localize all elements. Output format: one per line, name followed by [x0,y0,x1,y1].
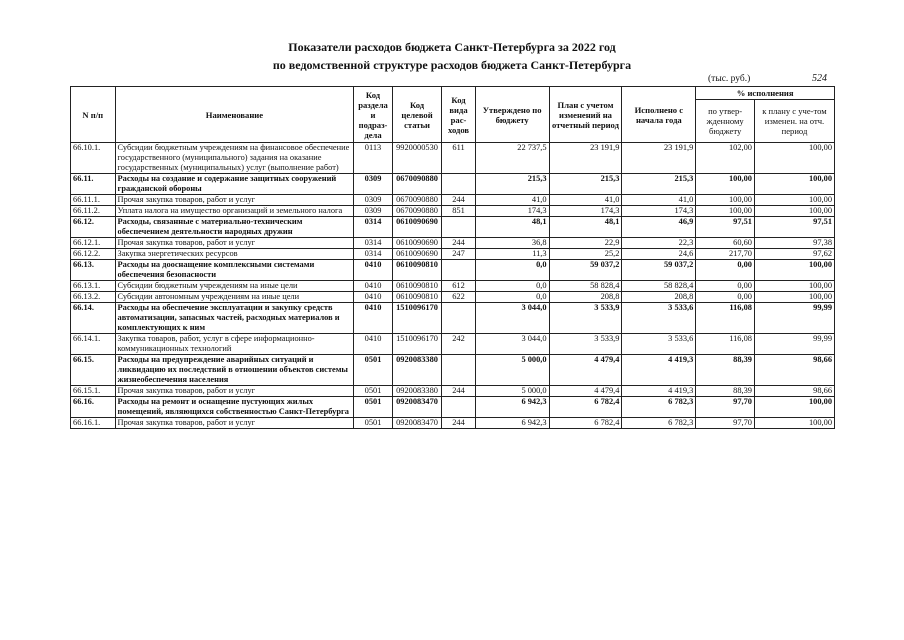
cell-plan: 23 191,9 [549,143,622,174]
cell-done: 24,6 [622,249,696,260]
cell-celevoy: 9920000530 [392,143,442,174]
cell-num: 66.10.1. [71,143,116,174]
cell-plan: 174,3 [549,206,622,217]
cell-razdel: 0410 [354,334,392,355]
cell-name: Закупка товаров, работ, услуг в сфере информационно-коммуникационных технологий [115,334,354,355]
cell-razdel: 0314 [354,217,392,238]
cell-approved: 3 044,0 [475,303,549,334]
header-vid: Код вида рас-ходов [442,87,475,143]
cell-pct-budget: 102,00 [696,143,755,174]
cell-plan: 6 782,4 [549,418,622,429]
cell-razdel: 0501 [354,355,392,386]
cell-done: 22,3 [622,238,696,249]
page-number: 524 [812,73,827,84]
cell-name: Прочая закупка товаров, работ и услуг [115,195,354,206]
cell-celevoy: 1510096170 [392,334,442,355]
cell-razdel: 0314 [354,249,392,260]
cell-done: 23 191,9 [622,143,696,174]
cell-pct-budget: 97,70 [696,397,755,418]
cell-done: 3 533,6 [622,334,696,355]
cell-vid: 244 [442,386,475,397]
cell-vid [442,174,475,195]
cell-name: Расходы на ремонт и оснащение пустующих жилых помещений, являющихся собственностью Санкт-Петербурга [115,397,354,418]
cell-done: 6 782,3 [622,418,696,429]
cell-celevoy: 0920083380 [392,386,442,397]
cell-name: Расходы, связанные с материально-техническим обеспечением деятельности народных дружин [115,217,354,238]
cell-celevoy: 0610090690 [392,238,442,249]
table-row [71,292,835,303]
cell-approved: 36,8 [475,238,549,249]
cell-pct-budget: 116,08 [696,303,755,334]
cell-pct-budget: 60,60 [696,238,755,249]
cell-done: 6 782,3 [622,397,696,418]
cell-pct-plan: 100,00 [754,281,834,292]
cell-plan: 3 533,9 [549,334,622,355]
cell-vid: 612 [442,281,475,292]
cell-done: 4 419,3 [622,386,696,397]
cell-celevoy: 0920083470 [392,418,442,429]
cell-plan: 58 828,4 [549,281,622,292]
cell-razdel: 0309 [354,174,392,195]
cell-plan: 208,8 [549,292,622,303]
cell-num: 66.15. [71,355,116,386]
cell-vid [442,217,475,238]
cell-num: 66.12. [71,217,116,238]
report-title: Показатели расходов бюджета Санкт-Петербурга за 2022 год [288,40,616,54]
cell-num: 66.16. [71,397,116,418]
cell-done: 41,0 [622,195,696,206]
cell-razdel: 0501 [354,397,392,418]
cell-pct-plan: 98,66 [754,355,834,386]
cell-celevoy: 0920083380 [392,355,442,386]
cell-approved: 0,0 [475,260,549,281]
table-row [71,217,835,238]
cell-pct-budget: 100,00 [696,174,755,195]
cell-razdel: 0113 [354,143,392,174]
cell-pct-budget: 217,70 [696,249,755,260]
cell-vid: 622 [442,292,475,303]
cell-pct-plan: 100,00 [754,206,834,217]
cell-pct-budget: 0,00 [696,292,755,303]
cell-pct-plan: 100,00 [754,397,834,418]
cell-plan: 22,9 [549,238,622,249]
cell-plan: 41,0 [549,195,622,206]
cell-pct-plan: 97,62 [754,249,834,260]
cell-vid [442,355,475,386]
cell-num: 66.11. [71,174,116,195]
table-row [71,397,835,418]
header-razdel: Код раздела и подраз-дела [354,87,392,143]
cell-razdel: 0501 [354,418,392,429]
cell-vid [442,260,475,281]
cell-pct-plan: 99,99 [754,334,834,355]
cell-pct-plan: 100,00 [754,174,834,195]
header-pct: % исполнения [696,87,835,100]
cell-name: Прочая закупка товаров, работ и услуг [115,418,354,429]
cell-num: 66.14. [71,303,116,334]
cell-vid: 244 [442,418,475,429]
cell-pct-plan: 100,00 [754,260,834,281]
cell-vid: 611 [442,143,475,174]
table-row [71,174,835,195]
cell-name: Субсидии автономным учреждениям на иные цели [115,292,354,303]
cell-num: 66.13.2. [71,292,116,303]
cell-celevoy: 0610090810 [392,260,442,281]
cell-approved: 41,0 [475,195,549,206]
table-row [71,418,835,429]
cell-num: 66.14.1. [71,334,116,355]
cell-razdel: 0410 [354,281,392,292]
cell-num: 66.11.1. [71,195,116,206]
table-row [71,334,835,355]
cell-vid: 851 [442,206,475,217]
cell-pct-plan: 100,00 [754,292,834,303]
cell-plan: 215,3 [549,174,622,195]
cell-approved: 6 942,3 [475,418,549,429]
cell-num: 66.15.1. [71,386,116,397]
cell-pct-plan: 100,00 [754,195,834,206]
cell-celevoy: 1510096170 [392,303,442,334]
cell-approved: 5 000,0 [475,386,549,397]
cell-pct-budget: 88,39 [696,355,755,386]
cell-celevoy: 0610090810 [392,281,442,292]
cell-num: 66.11.2. [71,206,116,217]
cell-approved: 174,3 [475,206,549,217]
table-body [71,143,835,429]
cell-pct-plan: 100,00 [754,143,834,174]
cell-celevoy: 0610090690 [392,249,442,260]
cell-name: Субсидии бюджетным учреждениям на иные цели [115,281,354,292]
cell-approved: 5 000,0 [475,355,549,386]
cell-name: Прочая закупка товаров, работ и услуг [115,386,354,397]
header-num: N п/п [71,87,116,143]
header-celevoy: Код целевой статьи [392,87,442,143]
report-subtitle: по ведомственной структуре расходов бюджета Санкт-Петербурга [272,58,632,72]
table-row [71,355,835,386]
table-row [71,260,835,281]
cell-num: 66.12.1. [71,238,116,249]
cell-vid: 244 [442,195,475,206]
cell-approved: 6 942,3 [475,397,549,418]
cell-approved: 3 044,0 [475,334,549,355]
cell-plan: 3 533,9 [549,303,622,334]
cell-approved: 0,0 [475,292,549,303]
cell-razdel: 0410 [354,303,392,334]
header-done: Исполнено с начала года [622,87,696,143]
cell-pct-budget: 116,08 [696,334,755,355]
cell-approved: 22 737,5 [475,143,549,174]
cell-plan: 6 782,4 [549,397,622,418]
cell-done: 174,3 [622,206,696,217]
cell-name: Прочая закупка товаров, работ и услуг [115,238,354,249]
cell-pct-plan: 100,00 [754,418,834,429]
cell-vid: 244 [442,238,475,249]
cell-razdel: 0410 [354,260,392,281]
cell-celevoy: 0920083470 [392,397,442,418]
cell-plan: 25,2 [549,249,622,260]
cell-done: 46,9 [622,217,696,238]
header-plan: План с учетом изменений на отчетный период [549,87,622,143]
cell-name: Уплата налога на имущество организаций и земельного налога [115,206,354,217]
cell-plan: 4 479,4 [549,386,622,397]
cell-done: 208,8 [622,292,696,303]
cell-name: Расходы на предупреждение аварийных ситуаций и ликвидацию их последствий в отношении объектов системы жизнеобеспечения населения [115,355,354,386]
cell-done: 215,3 [622,174,696,195]
cell-name: Закупка энергетических ресурсов [115,249,354,260]
cell-celevoy: 0610090810 [392,292,442,303]
cell-name: Расходы на обеспечение эксплуатации и закупку средств автоматизации, запасных частей, расходных материалов и комплектующих к ним [115,303,354,334]
table-row [71,238,835,249]
table-row [71,143,835,174]
cell-pct-plan: 97,51 [754,217,834,238]
cell-celevoy: 0670090880 [392,206,442,217]
cell-pct-budget: 97,51 [696,217,755,238]
cell-razdel: 0309 [354,195,392,206]
header-approved: Утверждено по бюджету [475,87,549,143]
table-row [71,206,835,217]
cell-plan: 59 037,2 [549,260,622,281]
cell-name: Расходы на дооснащение комплексными системами обеспечения безопасности [115,260,354,281]
cell-done: 59 037,2 [622,260,696,281]
cell-celevoy: 0670090880 [392,174,442,195]
cell-pct-budget: 97,70 [696,418,755,429]
table-row [71,303,835,334]
cell-razdel: 0314 [354,238,392,249]
cell-num: 66.12.2. [71,249,116,260]
cell-done: 4 419,3 [622,355,696,386]
cell-pct-budget: 0,00 [696,281,755,292]
table-row [71,281,835,292]
cell-approved: 48,1 [475,217,549,238]
cell-vid: 247 [442,249,475,260]
header-pct-plan: к плану с уче-том изменен. на отч. период [754,100,834,143]
cell-approved: 11,3 [475,249,549,260]
cell-vid [442,303,475,334]
table-row [71,195,835,206]
cell-plan: 4 479,4 [549,355,622,386]
table-row [71,386,835,397]
cell-name: Расходы на создание и содержание защитных сооружений гражданской обороны [115,174,354,195]
units-label: (тыс. руб.) [708,74,751,84]
cell-celevoy: 0610090690 [392,217,442,238]
cell-razdel: 0410 [354,292,392,303]
cell-razdel: 0501 [354,386,392,397]
cell-vid: 242 [442,334,475,355]
cell-num: 66.13. [71,260,116,281]
cell-pct-plan: 99,99 [754,303,834,334]
header-pct-budget: по утвер-жденному бюджету [696,100,755,143]
cell-plan: 48,1 [549,217,622,238]
header-name: Наименование [115,87,354,143]
cell-approved: 215,3 [475,174,549,195]
cell-pct-budget: 100,00 [696,206,755,217]
table-row [71,249,835,260]
cell-razdel: 0309 [354,206,392,217]
cell-done: 3 533,6 [622,303,696,334]
cell-done: 58 828,4 [622,281,696,292]
cell-pct-plan: 97,38 [754,238,834,249]
cell-num: 66.16.1. [71,418,116,429]
budget-table [70,86,835,429]
cell-pct-budget: 0,00 [696,260,755,281]
cell-celevoy: 0670090880 [392,195,442,206]
cell-pct-budget: 100,00 [696,195,755,206]
cell-num: 66.13.1. [71,281,116,292]
cell-pct-budget: 88,39 [696,386,755,397]
cell-pct-plan: 98,66 [754,386,834,397]
cell-name: Субсидии бюджетным учреждениям на финансовое обеспечение государственного (муниципального) задания на оказание государственных (муниципальных) услуг (выполнение работ) [115,143,354,174]
cell-vid [442,397,475,418]
cell-approved: 0,0 [475,281,549,292]
